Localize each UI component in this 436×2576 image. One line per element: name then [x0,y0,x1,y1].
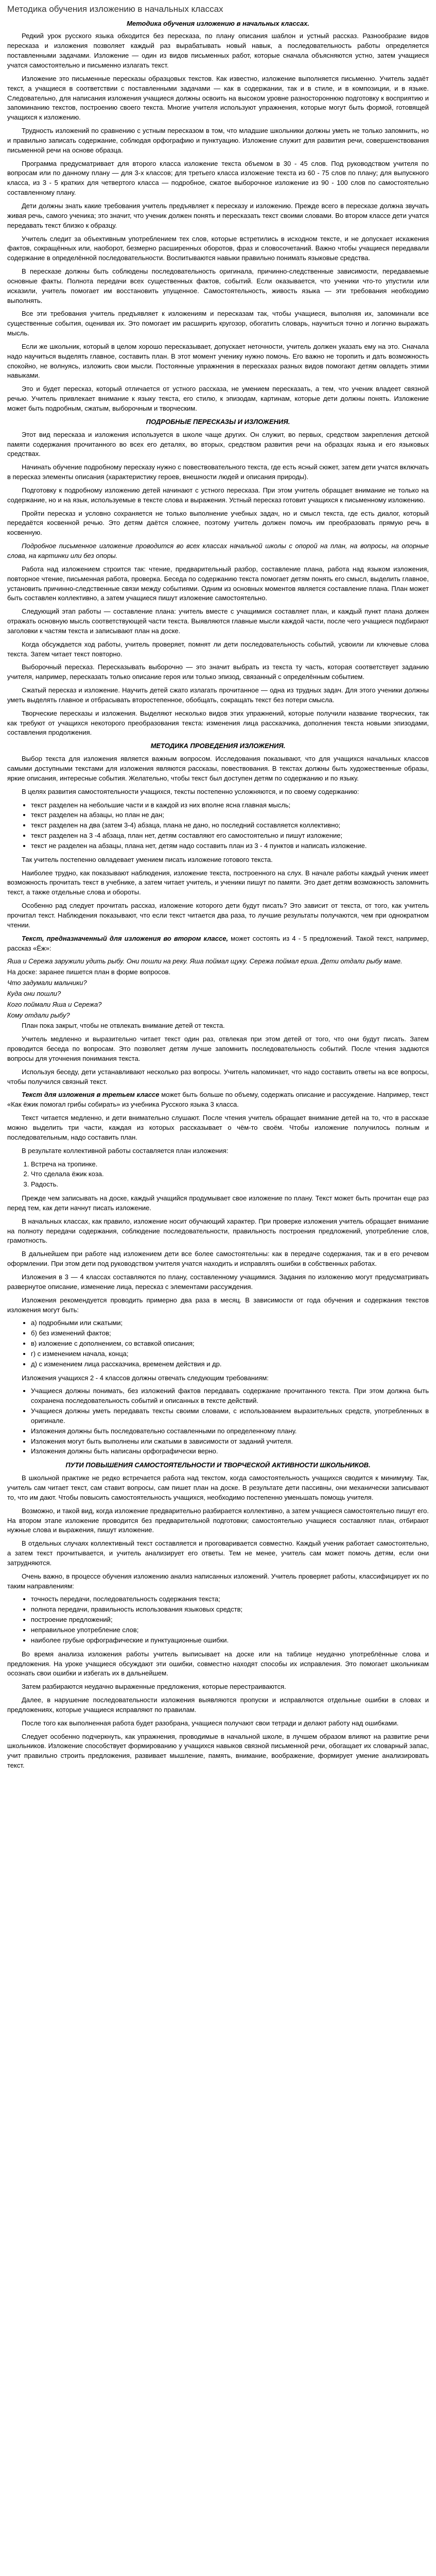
list-item: • Изложения должны быть написаны орфографически верно. [31,1447,429,1456]
paragraph: Это и будет пересказ, который отличается от устного рассказа, не умением пересказать, а тем, что ученик владеет связной речью. Учитель привлекает внимание к языку текста, его стилю, к эпизодам, картинам, которые дети должны понять. Изложение может быть подробным, сжатым, выборочным и творческим. [7,385,429,413]
list-item: • Изложения могут быть выполнены или сжатыми в зависимости от заданий учителя. [31,1437,429,1447]
paragraph: Этот вид пересказа и изложения используется в школе чаще других. Он служит, во первых, средством закрепления детской памяти содержания прочитанного во всех его деталях, во вторых, средством развития речи на образцах языка и его языковых средствах. [7,430,429,458]
paragraph: После того как выполненная работа будет разобрана, учащиеся получают свои тетради и делают работу над ошибками. [22,1719,399,1727]
example-line: Куда они пошли? [7,989,61,997]
paragraph: Текст читается медленно, и дети внимательно слушают. После чтения учитель обращает внимание детей на то, что в рассказе можно выделить три части, каждая из которых рассказывает о чём-то своём. Чтобы изложение получилось полным и последовательным, надо составить план. [7,1114,429,1141]
list-item: • текст разделен на два (затем 3-4) абзаца, плана не дано, но последний составляется коллективно; [31,821,429,831]
paragraph: Учитель медленно и выразительно читает текст один раз, отвлекая при этом детей от того, что они будут писать. Затем проводится беседа по вопросам. Это позволяет детям лучше запомнить последовательность событий. После чтения задаются вопросы для уточнения понимания текста. [7,1035,429,1062]
paragraph: Прежде чем записывать на доске, каждый учащийся продумывает свое изложение по плану. Текст может быть прочитан еще раз перед тем, как дети начнут писать изложение. [7,1194,429,1212]
paragraph: В начальных классах, как правило, изложение носит обучающий характер. При проверке изложения учитель обращает внимание на полноту передачи содержания, соблюдение последовательности, правильность построения предложений, употребление слов, грамотность. [7,1217,429,1245]
paragraph: В результате коллективной работы составляется план изложения: [22,1146,229,1155]
example-text [7,957,429,1020]
example-line: Кому отдали рыбу? [7,1011,70,1019]
paragraph: В отдельных случаях коллективный текст составляется и проговаривается совместно. Каждый ученик работает самостоятельно, а затем текст прочитывается, и учитель анализирует его ответы. Тем не менее, учитель сам может помочь детям, если они затрудняются. [7,1539,429,1567]
list-item: • текст разделен на 3 -4 абзаца, план нет, детям составляют его самостоятельно и пишут изложение; [31,831,429,841]
section-heading-detailed: ПОДРОБНЫЕ ПЕРЕСКАЗЫ И ИЗЛОЖЕНИЯ. [146,417,290,426]
paragraph: Дети должны знать какие требования учитель предъявляет к пересказу и изложению. Прежде всего в пересказе должна звучать живая речь, самого ученика; это значит, что ученик должен понять и пересказать текст своими словами. Во втором классе дети учатся передавать текст близко к образцу. [7,201,429,229]
paragraph: Изложения рекомендуется проводить примерно два раза в месяц. В зависимости от года обучения и содержания текстов изложения могут быть: [7,1296,429,1314]
paragraph: В школьной практике не редко встречается работа над текстом, когда самостоятельность учащихся сводится к минимуму. Так, учитель сам читает текст, сам ставит вопросы, сам пишет план на доске. В результате дети пассивны, они механически записывают то, что им дают. Чтобы повысить самостоятельность учащихся, необходимо постепенно уменьшать помощь учителя. [7,1474,429,1501]
list-item: • текст не разделен на абзацы, плана нет, детям надо составить план из 3 - 4 пунктов и написать изложение. [31,841,429,851]
section-heading-conducting: МЕТОДИКА ПРОВЕДЕНИЯ ИЗЛОЖЕНИЯ. [150,742,286,750]
paragraph: Изложение это письменные пересказы образцовых текстов. Как известно, изложение выполняется письменно. Учитель задаёт текст, а учащиеся в соответствии с поставленными задачами — как в содержании, так и в стиле, и в композиции, и в языке. Следовательно, для написания изложения учащиеся должны освоить на высоком уровне разностороннюю подготовку к восприятию и запоминанию текстов, построению своего текста. Многие учителя используют упражнения, которые могут быть формой, готовящей учащихся к изложению. [7,74,429,122]
paragraph: Далее, в нарушение последовательности изложения выявляются пропуски и исправляются отдельные ошибки в словах и предложениях, которые учащиеся исправляют по правилам. [7,1696,429,1714]
paragraph: Программа предусматривает для второго класса изложение текста объемом в 30 - 45 слов. Под руководством учителя по вопросам или по данному плану — для 3-х классов; для третьего класса изложение текста из 60 - 75 слов по плану; для выпускного класса, из 3 - 5 кратких для четвертого класса — подробное, сжатое выборочное изложение из 90 - 100 слов по самостоятельно составленному плану. [7,159,429,197]
list-item: • текст разделен на небольшие части и в каждой из них вполне ясна главная мысль; [31,801,429,810]
example-line: На доске: заранее пишется план в форме вопросов. [7,968,171,976]
section-heading-method: Методика обучения изложению в начальных классах. [127,19,309,27]
paragraph: Изложения в 3 — 4 классах составляются по плану, составленному учащимися. Задания по изложению могут предусматривать развернутое описание, изменение лица, пересказ с элементами рассуждения. [7,1273,429,1291]
paragraph: Наиболее трудно, как показывают наблюдения, изложение текста, построенного на слух. В начале работы каждый ученик имеет возможность прочитать текст в учебнике, а затем читает учитель, и ученики пишут по памяти. Это дает детям возможность запомнить текст, а также отдельные слова и обороты. [7,869,429,896]
list-item: • г) с изменением начала, конца; [31,1349,429,1359]
paragraph: В целях развития самостоятельности учащихся, тексты постепенно усложняются, и по своему содержанию: [22,787,359,795]
paragraph: Используя беседу, дети устанавливают несколько раз вопросы. Учитель напоминает, что надо составить ответы на все вопросы, чтобы получился связный текст. [7,1067,429,1086]
paragraph: Следующий этап работы — составление плана: учитель вместе с учащимися составляет план, и каждый пункт плана должен отражать основную мысль соответствующей части текста. Выявляются главные мысли каждой части, после чего учащиеся подбирают заголовки к частям текста и записывают план на доске. [7,607,429,635]
list-item: • Изложения должны быть последовательно составленными по определенному плану. [31,1427,429,1436]
list-item: • Учащиеся должны уметь передавать тексты своими словами, с использованием выразительных средств, употребленных в оригинале. [31,1406,429,1426]
paragraph: План пока закрыт, чтобы не отвлекать внимание детей от текста. [22,1022,225,1030]
paragraph: Подготовку к подробному изложению детей начинают с устного пересказа. При этом учитель обращает внимание не только на содержание, но и на язык, используемые в тексте слова и выражения. Устный пересказ готовит учащихся к письменному изложению. [7,486,429,504]
paragraph: Выбор текста для изложения является важным вопросом. Исследования показывают, что для учащихся начальных классов самыми доступными текстами для изложения являются рассказы, повествования. В текстах должны быть художественные образы, яркие описания, интересные события. Желательно, чтобы текст был доступен детям по содержанию и по языку. [7,755,429,782]
list-item: • точность передачи, последовательность содержания текста; [31,1595,429,1604]
text-complexity-list [7,801,429,851]
page-title: Методика обучения изложению в начальных классах [7,4,223,14]
list-item: 3. Радость. [31,1180,429,1190]
list-item: • б) без изменений фактов; [31,1329,429,1338]
list-item: • в) изложение с дополнением, со вставкой описания; [31,1339,429,1349]
analysis-criteria-list [7,1595,429,1645]
plan-list [7,1160,429,1190]
paragraph: Все эти требования учитель предъявляет к изложениям и пересказам так, чтобы учащиеся, выполняя их, запоминали все существенные события, оценивая их. Это помогает им расширить кругозор, обогатить словарь, научиться точно и логично выражать мысль. [7,310,429,337]
paragraph: Выборочный пересказ. Пересказывать выборочно — это значит выбрать из текста ту часть, которая соответствует заданию учителя, например, пересказать только описание героя или только эпизод, связанный с определённым событием. [7,663,429,681]
emphasis-label: Текст, предназначенный для изложения во втором классе, [22,934,229,942]
paragraph [7,1090,429,1110]
paragraph: Изложения учащихся 2 - 4 классов должны отвечать следующим требованиям: [22,1374,269,1382]
paragraph: Редкий урок русского языка обходится без пересказа, по плану описания шаблон и устный рассказ. Разнообразие видов пересказа и изложения позволяет каждый раз вырабатывать новый навык, а последовательность работы определяется поставленными задачами. Изложение — один из видов письменных работ, которые сначала объясняются устно, затем учащиеся учатся самостоятельно и письменно излагать текст. [7,32,429,70]
paragraph: Затем разбираются неудачно выраженные предложения, которые перестраиваются. [22,1683,286,1691]
emphasis-label: Текст для изложения в третьем классе [22,1091,160,1099]
list-item: • полнота передачи, правильность использования языковых средств; [31,1605,429,1615]
paragraph [7,934,429,954]
list-item: 1. Встреча на тропинке. [31,1160,429,1170]
paragraph: Особенно рад следует прочитать рассказ, изложение которого дети будут писать? Это зависит от текста, от того, как учитель прочитал текст. Наблюдения показывают, что если текст читается два раза, то лучшие результаты получаются, чем при однократном чтении. [7,902,429,929]
paragraph: Так учитель постепенно овладевает умением писать изложение готового текста. [22,855,273,863]
paragraph: Сжатый пересказ и изложение. Научить детей сжато излагать прочитанное — одна из трудных задач. Для этого ученики должны уметь выделять главное и отбрасывать второстепенное, обобщать, сокращать текст без потери смысла. [7,686,429,704]
paragraph: Если же школьник, который в целом хорошо пересказывает, допускает неточности, учитель должен указать ему на это. Сначала надо научиться выделять главное, составить план. В этот момент ученику нужно помочь. Его важно не торопить и дать возможность спокойно, не волнуясь, изложить свои мысли. Постоянные упражнения в пересказах разных видов помогают детям овладеть этими навыками. [7,342,429,380]
example-line: Кого поймали Яша и Сережа? [7,1000,102,1008]
exposition-types-list [7,1318,429,1369]
paragraph: Во время анализа изложения работы учитель выписывает на доске или на таблице неудачно употреблённые слова и предложения. На уроке учащиеся обсуждают эти ошибки, совместно находят способы их исправления. Это помогает школьникам осознать свои ошибки и избегать их в дальнейшем. [7,1650,429,1677]
paragraph: Подробное письменное изложение проводится во всех классах начальной школы с опорой на план, на вопросы, на опорные слова, на картинки или без опоры. [7,542,429,560]
example-line: Яша и Сережа заружили удить рыбу. Они пошли на реку. Яша поймал щуку. Сережа поймал ерша. Дети отдали рыбу маме. [7,957,403,965]
example-line: Что задумали мальчики? [7,979,87,987]
list-item: • наиболее грубые орфографические и пунктуационные ошибки. [31,1636,429,1646]
requirements-list [7,1386,429,1456]
paragraph-text: может состоять из 4 - 5 предложений. Такой текст, например, рассказ «Ёж»: [7,934,429,952]
paragraph: Учитель следит за объективным употреблением тех слов, которые встретились в исходном тексте, и не допускает искажения фактов, сокращённых или, наоборот, безмерно расширенных оборотов, фраз и словосочетаний. Важно чтобы учащиеся передавали содержание в определённой последовательности. Воспитываются навыки правильно понимать языковые средства. [7,234,429,262]
list-item: • неправильное употребление слов; [31,1625,429,1635]
section-heading-independence: ПУТИ ПОВЫШЕНИЯ САМОСТОЯТЕЛЬНОСТИ И ТВОРЧЕСКОЙ АКТИВНОСТИ ШКОЛЬНИКОВ. [65,1461,371,1469]
paragraph: Творческие пересказы и изложения. Выделяют несколько видов этих упражнений, которые получили название творческих, так как требуют от учащихся некоторого преобразования текста: изменения лица рассказчика, дополнения текста новыми эпизодами, составления продолжения. [7,709,429,737]
paragraph: Когда обсуждается ход работы, учитель проверяет, помнят ли дети последовательность событий, усвоили ли ключевые слова текста. Затем читает текст повторно. [7,640,429,658]
list-item: • построение предложений; [31,1615,429,1625]
paragraph-text: может быть больше по объему, содержать описание и рассуждение. Например, текст «Как ёжик помогал грибы собирать» из учебника Русского языка 3 класса. [7,1091,429,1109]
paragraph: Начинать обучение подробному пересказу нужно с повествовательного текста, где есть ясный сюжет, затем дети учатся включать в пересказ элементы описания (характеристику героев, внешности людей и описания природы). [7,463,429,481]
list-item: 2. Что сделала ёжик коза. [31,1170,429,1179]
paragraph: Возможно, и такой вид, когда изложение предварительно разбирается коллективно, а затем учащиеся самостоятельно пишут его. На втором этапе изложение проводится без предварительной подготовки; самостоятельно учащиеся составляют план, отбирают нужные слова и выражения, пишут изложение. [7,1506,429,1534]
paragraph: В дальнейшем при работе над изложением дети все более самостоятельны: как в передаче содержания, так и в его речевом оформлении. При этом дети под руководством учителя учатся находить и исправлять ошибки в собственных работах. [7,1250,429,1268]
paragraph: Трудность изложений по сравнению с устным пересказом в том, что младшие школьники должны уметь не только запомнить, но и правильно записать содержание, соблюдая орфографию и пунктуацию. Изложение служит для развития речи, совершенствования письменной речи на основе образца. [7,127,429,154]
paragraph: Работа над изложением строится так: чтение, предварительный разбор, составление плана, работа над языком изложения, повторное чтение, письменная работа, проверка. Беседа по содержанию текста помогает детям понять его смысл, выделить главное, установить причинно-следственные связи между событиями. Одним из основных моментов является составление плана. План может быть составлен коллективно, а затем учащиеся пишут изложение самостоятельно. [7,565,429,602]
list-item: • д) с изменением лица рассказчика, временем действия и др. [31,1360,429,1369]
list-item: • Учащиеся должны понимать, без изложений фактов передавать содержание прочитанного текста. При этом должна быть сохранена последовательность событий и описанных в тексте действий. [31,1386,429,1406]
paragraph: В пересказе должны быть соблюдены последовательность оригинала, причинно-следственные зависимости, передаваемые основные факты. Полнота передачи всех существенных фактов, событий. Если оказывается, что ученики что-то упустили или исказили, учитель помогает им восстановить упущенное. Самостоятельность, живость языка — эти требования необходимо выполнять. [7,267,429,304]
paragraph: Пройти пересказ и условно сохраняется не только выполнение учебных задач, но и смысл текста, где есть диалог, который передаётся косвенной речью. Это детям даётся сложнее, поэтому учитель должен помочь им преобразовать прямую речь в косвенную. [7,509,429,537]
list-item: • а) подробными или сжатыми; [31,1318,429,1328]
paragraph: Очень важно, в процессе обучения изложению анализ написанных изложений. Учитель проверяет работы, классифицирует их по таким направлениям: [7,1572,429,1590]
paragraph: Следует особенно подчеркнуть, как упражнения, проводимые в начальной школе, в лучшем образом влияют на развитие речи школьников. Изложение способствует формированию у учащихся навыков связной письменной речи, обогащает их словарный запас, учит правильно строить предложения, развивает мышление, память, внимание, воображение, формирует умение анализировать текст. [7,1732,429,1770]
list-item: • текст разделен на абзацы, но план не дан; [31,810,429,820]
